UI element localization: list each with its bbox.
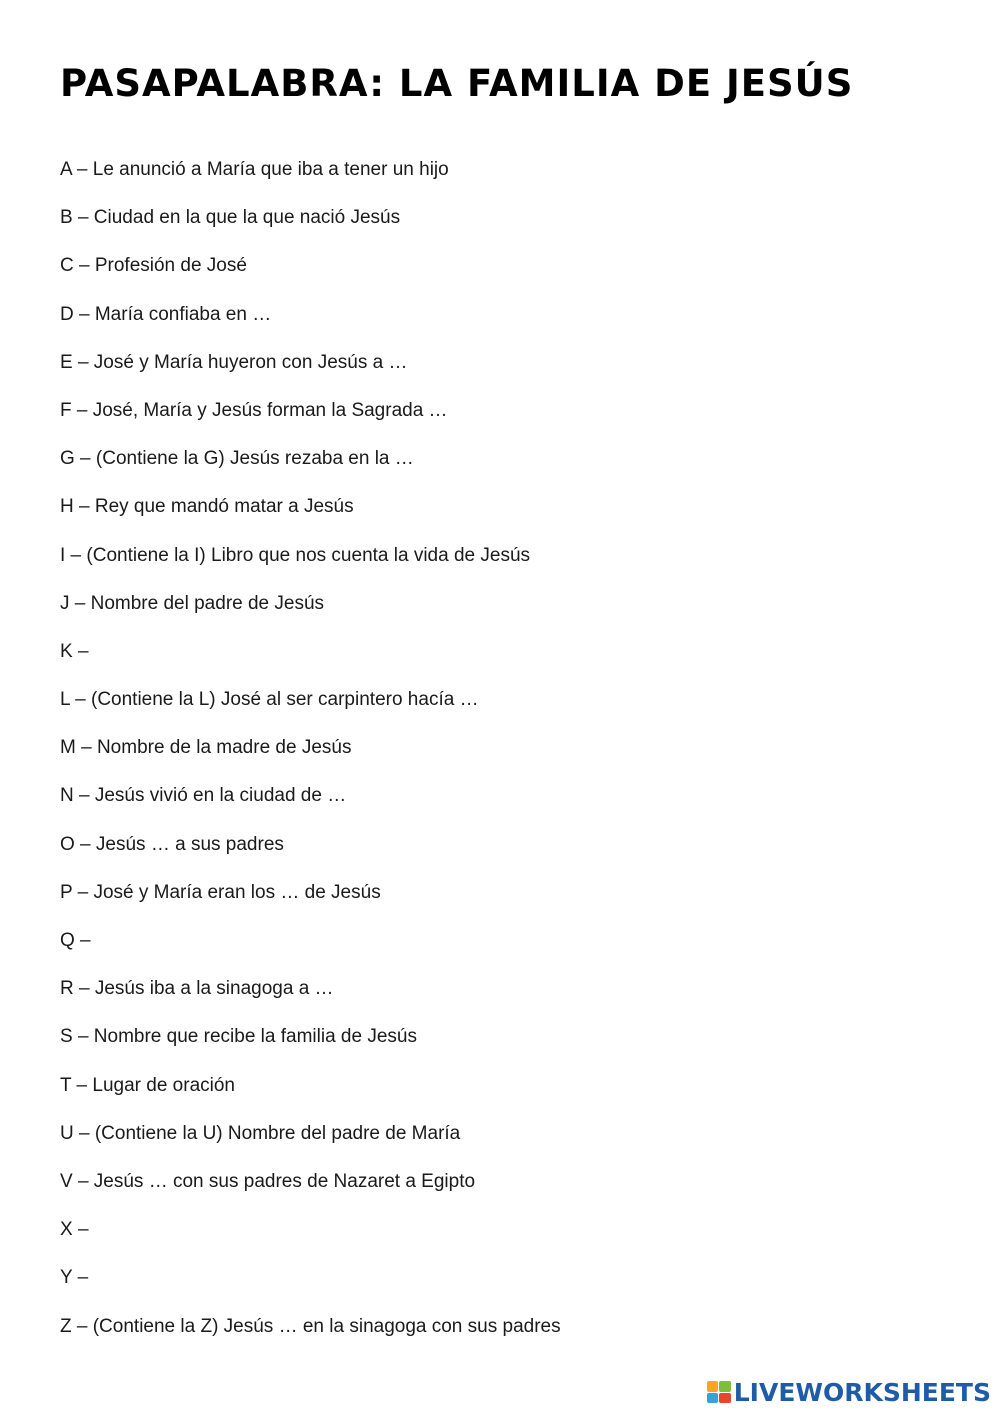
clue-item: Z – (Contiene la Z) Jesús … en la sinagoga con sus padres bbox=[60, 1315, 561, 1337]
clue-list bbox=[60, 154, 561, 1359]
clue-item: U – (Contiene la U) Nombre del padre de María bbox=[60, 1122, 461, 1144]
clue-item: R – Jesús iba a la sinagoga a … bbox=[60, 978, 334, 1000]
clue-item: E – José y María huyeron con Jesús a … bbox=[60, 351, 408, 373]
clue-item: Y – bbox=[60, 1267, 89, 1289]
logo-tile bbox=[719, 1381, 731, 1392]
clue-item: B – Ciudad en la que la que nació Jesús bbox=[60, 207, 401, 229]
worksheet-title: PASAPALABRA: LA FAMILIA DE JESÚS bbox=[60, 62, 854, 105]
clue-item: L – (Contiene la L) José al ser carpintero hacía … bbox=[60, 689, 479, 711]
clue-item: X – bbox=[60, 1219, 89, 1241]
clue-item: K – bbox=[60, 640, 89, 662]
clue-item: J – Nombre del padre de Jesús bbox=[60, 592, 325, 614]
liveworksheets-brand bbox=[707, 1377, 991, 1407]
clue-item: T – Lugar de oración bbox=[60, 1074, 235, 1096]
clue-item: G – (Contiene la G) Jesús rezaba en la … bbox=[60, 448, 414, 470]
clue-item: P – José y María eran los … de Jesús bbox=[60, 881, 381, 903]
clue-item: C – Profesión de José bbox=[60, 255, 247, 277]
clue-item: V – Jesús … con sus padres de Nazaret a Egipto bbox=[60, 1170, 476, 1192]
logo-tile bbox=[719, 1393, 731, 1404]
clue-item: F – José, María y Jesús forman la Sagrada … bbox=[60, 399, 448, 421]
clue-item: I – (Contiene la I) Libro que nos cuenta la vida de Jesús bbox=[60, 544, 531, 566]
logo-tile bbox=[707, 1393, 719, 1404]
clue-item: A – Le anunció a María que iba a tener un hijo bbox=[60, 159, 449, 180]
clue-item: Q – bbox=[60, 930, 91, 951]
clue-item: M – Nombre de la madre de Jesús bbox=[60, 737, 352, 759]
clue-item: S – Nombre que recibe la familia de Jesús bbox=[60, 1026, 417, 1048]
liveworksheets-logo-icon bbox=[707, 1381, 731, 1403]
clue-item: H – Rey que mandó matar a Jesús bbox=[60, 496, 354, 518]
clue-item: O – Jesús … a sus padres bbox=[60, 833, 284, 855]
brand-name: LIVEWORKSHEETS bbox=[733, 1377, 991, 1407]
clue-item: D – María confiaba en … bbox=[60, 303, 272, 325]
logo-tile bbox=[707, 1381, 719, 1392]
clue-item: N – Jesús vivió en la ciudad de … bbox=[60, 785, 347, 807]
